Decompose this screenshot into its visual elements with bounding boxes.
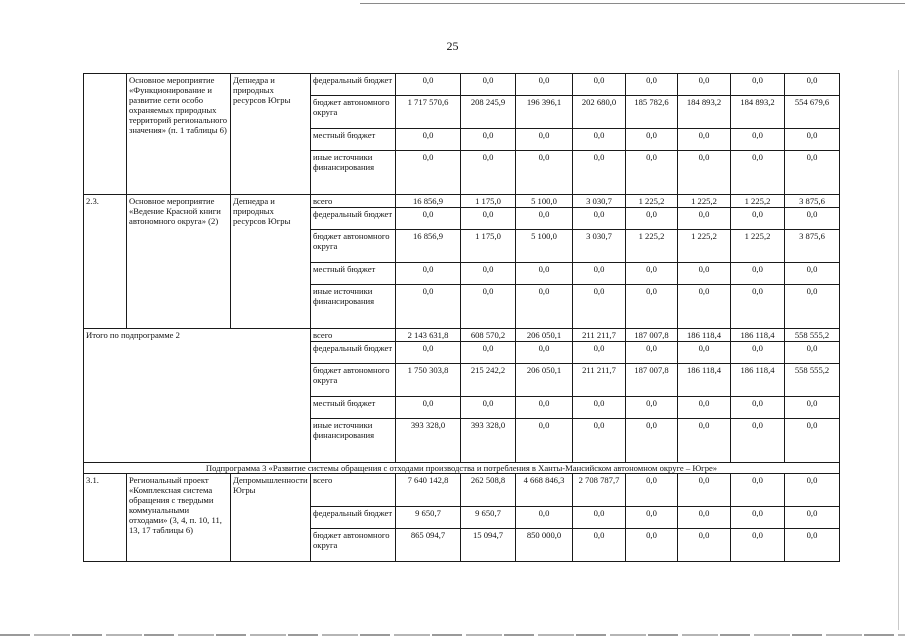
value-cell: 0,0	[731, 263, 785, 285]
value-cell: 0,0	[731, 129, 785, 151]
value-cell: 0,0	[626, 397, 678, 419]
value-cell: 5 100,0	[516, 195, 573, 208]
value-cell: 187 007,8	[626, 329, 678, 342]
value-cell: 0,0	[785, 285, 840, 329]
value-cell: 184 893,2	[678, 96, 731, 129]
value-cell: 0,0	[573, 397, 626, 419]
value-cell: 7 640 142,8	[396, 474, 461, 507]
measure-name: Основное мероприятие «Функционирование и развитие сети особо охраняемых природных территорий регионального значения» (п. 1 таблицы 6)	[127, 74, 231, 195]
source-label: иные источники финансирования	[311, 285, 396, 329]
table-row	[84, 329, 840, 342]
source-label: федеральный бюджет	[311, 507, 396, 529]
value-cell: 0,0	[461, 208, 516, 230]
value-cell: 3 875,6	[785, 195, 840, 208]
value-cell: 1 225,2	[626, 230, 678, 263]
value-cell: 0,0	[678, 129, 731, 151]
source-label: федеральный бюджет	[311, 342, 396, 364]
value-cell: 3 030,7	[573, 230, 626, 263]
value-cell: 0,0	[626, 419, 678, 463]
value-cell: 0,0	[396, 208, 461, 230]
value-cell: 0,0	[731, 397, 785, 419]
value-cell: 0,0	[785, 474, 840, 507]
value-cell: 5 100,0	[516, 230, 573, 263]
scan-artifact-top	[360, 0, 905, 8]
source-label: местный бюджет	[311, 263, 396, 285]
value-cell: 0,0	[516, 151, 573, 195]
value-cell: 0,0	[396, 129, 461, 151]
value-cell: 0,0	[678, 507, 731, 529]
value-cell: 2 143 631,8	[396, 329, 461, 342]
table-row	[84, 463, 840, 474]
value-cell: 206 050,1	[516, 364, 573, 397]
measure-name: Региональный проект «Комплексная система обращения с твердыми коммунальными отходами» (3, 4, п. 10, 11, 13, 17 таблицы 6)	[127, 474, 231, 562]
value-cell: 2 708 787,7	[573, 474, 626, 507]
source-label: местный бюджет	[311, 397, 396, 419]
value-cell: 0,0	[516, 419, 573, 463]
value-cell: 0,0	[785, 151, 840, 195]
value-cell: 0,0	[678, 342, 731, 364]
value-cell: 0,0	[626, 208, 678, 230]
value-cell: 0,0	[626, 74, 678, 96]
value-cell: 186 118,4	[731, 329, 785, 342]
value-cell: 206 050,1	[516, 329, 573, 342]
value-cell: 0,0	[731, 285, 785, 329]
value-cell: 865 094,7	[396, 529, 461, 562]
value-cell: 0,0	[396, 74, 461, 96]
source-label: всего	[311, 329, 396, 342]
source-label: иные источники финансирования	[311, 151, 396, 195]
value-cell: 0,0	[573, 507, 626, 529]
value-cell: 208 245,9	[461, 96, 516, 129]
value-cell: 558 555,2	[785, 364, 840, 397]
source-label: всего	[311, 195, 396, 208]
value-cell: 0,0	[461, 129, 516, 151]
value-cell: 0,0	[573, 151, 626, 195]
value-cell: 0,0	[573, 342, 626, 364]
value-cell: 0,0	[731, 419, 785, 463]
value-cell: 558 555,2	[785, 329, 840, 342]
value-cell: 0,0	[785, 129, 840, 151]
value-cell: 0,0	[516, 208, 573, 230]
value-cell: 0,0	[461, 151, 516, 195]
value-cell: 1 225,2	[731, 230, 785, 263]
value-cell: 0,0	[678, 397, 731, 419]
row-number: 3.1.	[84, 474, 127, 562]
value-cell: 0,0	[573, 529, 626, 562]
table-row	[84, 195, 840, 208]
value-cell: 0,0	[626, 129, 678, 151]
value-cell: 0,0	[731, 474, 785, 507]
value-cell: 0,0	[678, 208, 731, 230]
source-label: местный бюджет	[311, 129, 396, 151]
value-cell: 0,0	[573, 263, 626, 285]
value-cell: 0,0	[573, 208, 626, 230]
source-label: иные источники финансирования	[311, 419, 396, 463]
value-cell: 0,0	[516, 397, 573, 419]
value-cell: 0,0	[678, 285, 731, 329]
source-label: бюджет автономного округа	[311, 96, 396, 129]
financing-table	[83, 73, 840, 562]
value-cell: 0,0	[573, 285, 626, 329]
value-cell: 184 893,2	[731, 96, 785, 129]
value-cell: 554 679,6	[785, 96, 840, 129]
value-cell: 0,0	[396, 263, 461, 285]
value-cell: 0,0	[731, 507, 785, 529]
value-cell: 1 717 570,6	[396, 96, 461, 129]
source-label: бюджет автономного округа	[311, 529, 396, 562]
value-cell: 3 030,7	[573, 195, 626, 208]
table-row	[84, 474, 840, 507]
value-cell: 1 750 303,8	[396, 364, 461, 397]
value-cell: 9 650,7	[461, 507, 516, 529]
value-cell: 0,0	[573, 419, 626, 463]
value-cell: 211 211,7	[573, 329, 626, 342]
value-cell: 0,0	[396, 342, 461, 364]
source-label: бюджет автономного округа	[311, 230, 396, 263]
value-cell: 0,0	[785, 208, 840, 230]
value-cell: 608 570,2	[461, 329, 516, 342]
value-cell: 0,0	[785, 529, 840, 562]
value-cell: 0,0	[516, 342, 573, 364]
value-cell: 185 782,6	[626, 96, 678, 129]
executor-name: Депнедра и природных ресурсов Югры	[231, 74, 311, 195]
source-label: федеральный бюджет	[311, 208, 396, 230]
value-cell: 215 242,2	[461, 364, 516, 397]
value-cell: 0,0	[785, 507, 840, 529]
measure-name: Основное мероприятие «Ведение Красной книги автономного округа» (2)	[127, 195, 231, 329]
value-cell: 0,0	[731, 74, 785, 96]
value-cell: 187 007,8	[626, 364, 678, 397]
value-cell: 186 118,4	[731, 364, 785, 397]
value-cell: 0,0	[785, 74, 840, 96]
value-cell: 0,0	[396, 397, 461, 419]
value-cell: 393 328,0	[396, 419, 461, 463]
table-row	[84, 74, 840, 96]
value-cell: 0,0	[516, 263, 573, 285]
value-cell: 0,0	[516, 285, 573, 329]
executor-name: Депромышленности Югры	[231, 474, 311, 562]
value-cell: 0,0	[461, 342, 516, 364]
value-cell: 16 856,9	[396, 195, 461, 208]
value-cell: 0,0	[626, 263, 678, 285]
value-cell: 0,0	[573, 129, 626, 151]
value-cell: 196 396,1	[516, 96, 573, 129]
value-cell: 16 856,9	[396, 230, 461, 263]
value-cell: 0,0	[461, 263, 516, 285]
value-cell: 0,0	[785, 397, 840, 419]
value-cell: 1 225,2	[678, 230, 731, 263]
value-cell: 9 650,7	[396, 507, 461, 529]
value-cell: 186 118,4	[678, 364, 731, 397]
value-cell: 0,0	[731, 342, 785, 364]
value-cell: 0,0	[626, 474, 678, 507]
scan-artifact-bottom	[0, 634, 905, 636]
subprogram-heading: Подпрограмма 3 «Развитие системы обращения с отходами производства и потребления в Ханты-Мансийском автономном округе – Югре»	[84, 463, 840, 474]
value-cell: 0,0	[516, 507, 573, 529]
scan-artifact-right	[898, 70, 899, 630]
row-number: 2.3.	[84, 195, 127, 329]
value-cell: 0,0	[626, 507, 678, 529]
value-cell: 0,0	[461, 397, 516, 419]
page-number: 25	[446, 39, 459, 53]
value-cell: 1 175,0	[461, 195, 516, 208]
value-cell: 0,0	[678, 529, 731, 562]
value-cell: 0,0	[573, 74, 626, 96]
value-cell: 0,0	[731, 208, 785, 230]
row-number-cell	[84, 74, 127, 195]
value-cell: 0,0	[626, 285, 678, 329]
value-cell: 15 094,7	[461, 529, 516, 562]
value-cell: 1 225,2	[678, 195, 731, 208]
value-cell: 4 668 846,3	[516, 474, 573, 507]
executor-name: Депнедра и природных ресурсов Югры	[231, 195, 311, 329]
value-cell: 0,0	[461, 285, 516, 329]
subtotal-label: Итого по подпрограмме 2	[84, 329, 311, 463]
value-cell: 0,0	[626, 151, 678, 195]
value-cell: 0,0	[678, 263, 731, 285]
value-cell: 0,0	[785, 342, 840, 364]
value-cell: 0,0	[678, 419, 731, 463]
source-label: всего	[311, 474, 396, 507]
source-label: бюджет автономного округа	[311, 364, 396, 397]
value-cell: 0,0	[785, 419, 840, 463]
value-cell: 0,0	[678, 474, 731, 507]
value-cell: 0,0	[396, 285, 461, 329]
value-cell: 0,0	[461, 74, 516, 96]
value-cell: 0,0	[626, 342, 678, 364]
value-cell: 0,0	[396, 151, 461, 195]
value-cell: 0,0	[731, 151, 785, 195]
value-cell: 0,0	[516, 129, 573, 151]
value-cell: 0,0	[516, 74, 573, 96]
value-cell: 1 175,0	[461, 230, 516, 263]
value-cell: 850 000,0	[516, 529, 573, 562]
value-cell: 202 680,0	[573, 96, 626, 129]
value-cell: 186 118,4	[678, 329, 731, 342]
value-cell: 262 508,8	[461, 474, 516, 507]
value-cell: 211 211,7	[573, 364, 626, 397]
source-label: федеральный бюджет	[311, 74, 396, 96]
value-cell: 0,0	[678, 151, 731, 195]
value-cell: 0,0	[731, 529, 785, 562]
value-cell: 0,0	[626, 529, 678, 562]
value-cell: 3 875,6	[785, 230, 840, 263]
value-cell: 393 328,0	[461, 419, 516, 463]
value-cell: 0,0	[785, 263, 840, 285]
value-cell: 1 225,2	[731, 195, 785, 208]
value-cell: 0,0	[678, 74, 731, 96]
value-cell: 1 225,2	[626, 195, 678, 208]
